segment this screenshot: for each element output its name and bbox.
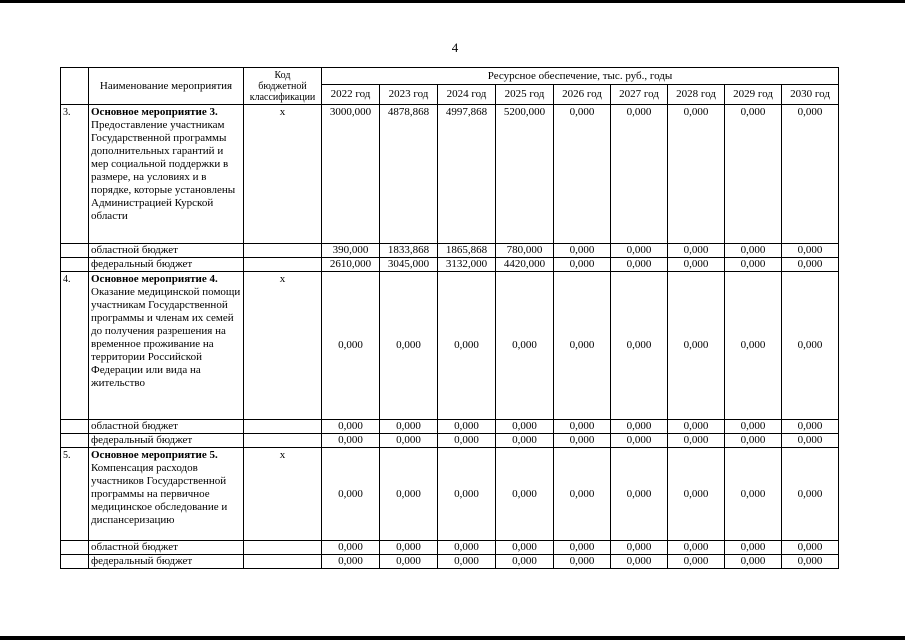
value-cell: 0,000 [554,420,611,434]
value-cell: 0,000 [782,555,839,569]
value-cell: 0,000 [725,258,782,272]
budget-row [61,555,839,569]
measure-number: 5. [61,448,89,541]
measure-row [61,272,839,420]
empty-cell [244,258,322,272]
empty-cell [61,420,89,434]
measure-code: х [244,272,322,420]
measure-number: 4. [61,272,89,420]
value-cell: 0,000 [611,448,668,541]
value-cell: 0,000 [725,105,782,244]
empty-cell [61,244,89,258]
value-cell: 0,000 [611,555,668,569]
scan-top-edge [0,0,905,3]
measure-row [61,105,839,244]
value-cell: 780,000 [496,244,554,258]
value-cell: 0,000 [496,448,554,541]
budget-label: федеральный бюджет [89,555,244,569]
resource-table [60,67,839,569]
measure-title: Основное мероприятие 4. [91,273,218,285]
measure-code: х [244,105,322,244]
value-cell: 0,000 [725,448,782,541]
measure-code: х [244,448,322,541]
empty-cell [61,258,89,272]
value-cell: 0,000 [322,448,380,541]
value-cell: 0,000 [668,244,725,258]
value-cell: 0,000 [380,434,438,448]
value-cell: 0,000 [782,448,839,541]
header-year: 2023 год [380,85,438,105]
value-cell: 4878,868 [380,105,438,244]
value-cell: 0,000 [782,541,839,555]
value-cell: 0,000 [438,272,496,420]
measure-title: Основное мероприятие 5. [91,449,218,461]
measure-number: 3. [61,105,89,244]
header-year: 2022 год [322,85,380,105]
header-year: 2028 год [668,85,725,105]
value-cell: 0,000 [725,272,782,420]
value-cell: 0,000 [554,258,611,272]
value-cell: 0,000 [782,105,839,244]
value-cell: 1865,868 [438,244,496,258]
value-cell: 1833,868 [380,244,438,258]
value-cell: 0,000 [554,105,611,244]
measure-description: Оказание медицинской помощи участникам Государственной программы и членам их семей до получения разрешения на временное проживание на территории Российской Федерации или вида на жительство [91,286,241,389]
empty-cell [61,541,89,555]
value-cell: 4997,868 [438,105,496,244]
value-cell: 0,000 [611,272,668,420]
value-cell: 4420,000 [496,258,554,272]
value-cell: 0,000 [611,105,668,244]
value-cell: 0,000 [496,272,554,420]
value-cell: 0,000 [782,420,839,434]
value-cell: 0,000 [668,448,725,541]
value-cell: 3000,000 [322,105,380,244]
measure-name [89,448,244,541]
value-cell: 0,000 [782,272,839,420]
budget-row [61,434,839,448]
page-number: 4 [451,40,459,55]
value-cell: 0,000 [668,541,725,555]
value-cell: 0,000 [380,420,438,434]
budget-row [61,420,839,434]
value-cell: 0,000 [438,555,496,569]
value-cell: 0,000 [668,105,725,244]
value-cell: 0,000 [496,434,554,448]
header-year: 2026 год [554,85,611,105]
budget-label: областной бюджет [89,541,244,555]
header-year: 2029 год [725,85,782,105]
value-cell: 0,000 [668,434,725,448]
value-cell: 0,000 [782,258,839,272]
value-cell: 0,000 [380,541,438,555]
value-cell: 0,000 [438,541,496,555]
value-cell: 0,000 [322,434,380,448]
value-cell: 0,000 [554,448,611,541]
value-cell: 0,000 [438,434,496,448]
header-name: Наименование мероприятия [89,68,244,105]
header-code: Код бюджетной классификации [244,68,322,105]
value-cell: 0,000 [554,555,611,569]
empty-cell [244,434,322,448]
value-cell: 0,000 [496,541,554,555]
empty-cell [244,541,322,555]
value-cell: 0,000 [782,434,839,448]
value-cell: 0,000 [322,555,380,569]
value-cell: 0,000 [611,420,668,434]
value-cell: 0,000 [611,434,668,448]
value-cell: 0,000 [496,420,554,434]
value-cell: 0,000 [380,555,438,569]
value-cell: 0,000 [668,420,725,434]
measure-name [89,272,244,420]
value-cell: 0,000 [668,258,725,272]
value-cell: 0,000 [496,555,554,569]
value-cell: 0,000 [725,541,782,555]
measure-name [89,105,244,244]
value-cell: 0,000 [611,244,668,258]
value-cell: 0,000 [322,420,380,434]
value-cell: 0,000 [782,244,839,258]
empty-cell [244,555,322,569]
value-cell: 390,000 [322,244,380,258]
value-cell: 0,000 [322,272,380,420]
value-cell: 0,000 [438,448,496,541]
header-num-cell [61,68,89,105]
value-cell: 0,000 [725,420,782,434]
header-year: 2025 год [496,85,554,105]
empty-cell [244,244,322,258]
value-cell: 0,000 [380,448,438,541]
value-cell: 0,000 [438,420,496,434]
value-cell: 0,000 [725,244,782,258]
measure-row [61,448,839,541]
budget-label: федеральный бюджет [89,434,244,448]
measure-title: Основное мероприятие 3. [91,106,218,118]
value-cell: 0,000 [725,434,782,448]
header-year: 2030 год [782,85,839,105]
header-resources: Ресурсное обеспечение, тыс. руб., годы [322,68,839,85]
value-cell: 2610,000 [322,258,380,272]
value-cell: 0,000 [554,541,611,555]
value-cell: 0,000 [554,244,611,258]
budget-label: областной бюджет [89,420,244,434]
budget-label: областной бюджет [89,244,244,258]
value-cell: 0,000 [725,555,782,569]
measure-description: Предоставление участникам Государственной программы дополнительных гарантий и мер социальной поддержки в размере, на условиях и в порядке, которые установлены Администрацией Курской области [91,119,236,222]
value-cell: 3045,000 [380,258,438,272]
budget-row [61,244,839,258]
empty-cell [61,434,89,448]
budget-row [61,258,839,272]
value-cell: 0,000 [611,258,668,272]
value-cell: 0,000 [611,541,668,555]
measure-description: Компенсация расходов участников Государственной программы на первичное медицинское обследование и диспансеризацию [91,462,228,526]
value-cell: 3132,000 [438,258,496,272]
header-year: 2024 год [438,85,496,105]
empty-cell [61,555,89,569]
value-cell: 0,000 [322,541,380,555]
budget-row [61,541,839,555]
value-cell: 0,000 [668,272,725,420]
scan-bottom-edge [0,636,905,640]
empty-cell [244,420,322,434]
value-cell: 5200,000 [496,105,554,244]
header-year: 2027 год [611,85,668,105]
value-cell: 0,000 [554,272,611,420]
budget-label: федеральный бюджет [89,258,244,272]
value-cell: 0,000 [668,555,725,569]
value-cell: 0,000 [554,434,611,448]
value-cell: 0,000 [380,272,438,420]
